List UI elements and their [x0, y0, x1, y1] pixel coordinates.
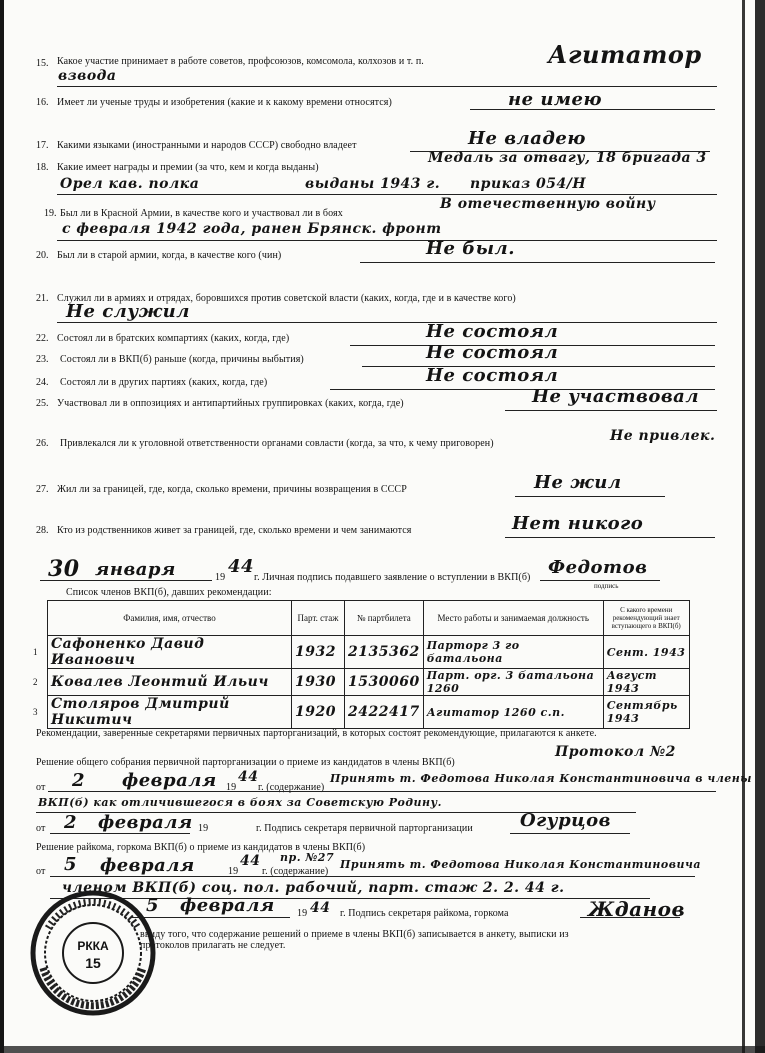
q22-number: 22. — [36, 333, 49, 344]
q24-question: Состоял ли в других партиях (каких, когда, где) — [60, 377, 268, 388]
recommender-stazh: 1920 — [292, 696, 345, 729]
row-number: 1 — [33, 647, 38, 657]
q17-question: Какими языками (иностранными и народов СССР) свободно владеет — [57, 140, 357, 151]
stamp-center-2: 15 — [85, 955, 101, 971]
q26-number: 26. — [36, 438, 49, 449]
round-stamp-icon — [28, 888, 158, 1018]
secretary-prefix-ot: от — [36, 823, 46, 834]
recommender-stazh: 1930 — [292, 669, 345, 696]
raikom-decision-2: членом ВКП(б) соц. пол. рабочий, парт. стаж 2. 2. 44 г. — [62, 880, 565, 896]
q24-number: 24. — [36, 377, 49, 388]
recommender-name: Сафоненко Давид Иванович — [48, 636, 292, 669]
header-name: Фамилия, имя, отчество — [48, 601, 292, 636]
q23-answer: Не состоял — [426, 342, 559, 363]
recommenders-table — [33, 600, 690, 729]
raikom-year-suffix: 44 — [240, 853, 261, 869]
q20-question: Был ли в старой армии, когда, в качестве кого (чин) — [57, 250, 282, 261]
q18-number: 18. — [36, 162, 49, 173]
raikom-protocol: пр. №27 — [280, 851, 335, 864]
raikom-year-prefix: 19 — [228, 866, 239, 877]
scan-edge-bottom — [0, 1046, 765, 1053]
footer-note-line-1: ввиду того, что содержание решений о приеме в члены ВКП(б) записывается в анкету, выписки из — [140, 929, 569, 940]
secretary-signature-text: г. Подпись секретаря первичной парторганизации — [256, 823, 473, 834]
secretary-date-rule — [50, 833, 190, 834]
q16-answer: не имею — [508, 89, 603, 110]
raikom-content-label: г. (содержание) — [262, 866, 329, 877]
recommender-place: Парт. орг. 3 батальона 1260 — [423, 669, 603, 696]
q23-question: Состоял ли в ВКП(б) раньше (когда, причины выбытия) — [60, 354, 304, 365]
raikom-sign-rule — [580, 917, 680, 918]
q27-rule — [515, 496, 665, 497]
recommender-place: Агитатор 1260 с.п. — [423, 696, 603, 729]
q20-answer: Не был. — [426, 238, 515, 259]
meeting-content-label: г. (содержание) — [258, 782, 325, 793]
row-number: 3 — [33, 707, 38, 717]
applicant-signature: Федотов — [548, 557, 648, 578]
q28-rule — [505, 537, 715, 538]
raikom-signature-text: г. Подпись секретаря райкома, горкома — [340, 908, 509, 919]
recommender-name: Столяров Дмитрий Никитич — [48, 696, 292, 729]
q18-rule — [57, 194, 717, 195]
header-since: С какого времени рекомендующий знает вступающего в ВКП(б) — [603, 601, 689, 636]
applicant-signature-caption: подпись — [594, 582, 619, 590]
secretary-date-month: февраля — [98, 812, 193, 833]
meeting-year-suffix: 44 — [238, 769, 259, 785]
table-row — [33, 636, 689, 669]
raikom-signature: Жданов — [588, 897, 686, 921]
q28-number: 28. — [36, 525, 49, 536]
q15-number: 15. — [36, 58, 49, 69]
q23-number: 23. — [36, 354, 49, 365]
q18-answer-4: приказ 054/Н — [470, 176, 587, 192]
header-place: Место работы и занимаемая должность — [423, 601, 603, 636]
recommender-since: Сент. 1943 — [603, 636, 689, 669]
q18-answer-2: Орел кав. полка — [60, 176, 200, 192]
meeting-decision-1: Принять т. Федотова Николая Константиновича в члены — [330, 772, 752, 785]
footer-note-line-2: протоколов прилагать не следует. — [140, 940, 286, 951]
recommender-bilet: 1530060 — [345, 669, 424, 696]
table-row — [33, 696, 689, 729]
secretary-year-prefix: 19 — [198, 823, 209, 834]
q19-answer-2: с февраля 1942 года, ранен Брянск. фронт — [62, 221, 442, 237]
q15-answer-1: Агитатор — [548, 40, 702, 69]
scan-edge-right — [742, 0, 745, 1053]
q25-answer: Не участвовал — [532, 386, 700, 407]
q15-question: Какое участие принимает в работе советов, профсоюзов, комсомола, колхозов и т. п. — [57, 56, 424, 67]
q25-question: Участвовал ли в оппозициях и антипартийных группировках (каких, когда, где) — [57, 398, 404, 409]
applicant-year-suffix: 44 — [228, 556, 255, 577]
raikom-sign-date-month: февраля — [180, 895, 275, 916]
q20-rule — [360, 262, 715, 263]
q16-rule — [470, 109, 715, 110]
scan-edge-right-outer — [755, 0, 765, 1053]
recommender-place: Парторг 3 го батальона — [423, 636, 603, 669]
header-spacer — [33, 601, 48, 636]
applicant-signature-rule — [540, 580, 660, 581]
recommendations-note: Рекомендации, заверенные секретарями первичных парторганизаций, в которых состоят рекомендующие, прилагаются к анкете. — [36, 728, 597, 739]
raikom-date-day: 5 — [64, 854, 78, 875]
recommenders-title: Список членов ВКП(б), давших рекомендации: — [66, 587, 272, 598]
secretary-date-day: 2 — [64, 812, 78, 833]
q22-question: Состоял ли в братских компартиях (каких, когда, где) — [57, 333, 290, 344]
q18-answer-1: Медаль за отвагу, 18 бригада 3 — [428, 150, 707, 166]
meeting-date-month: февраля — [122, 770, 217, 791]
raikom-sign-year-suffix: 44 — [310, 900, 331, 916]
meeting-protocol: Протокол №2 — [555, 744, 676, 760]
applicant-date-month: января — [95, 559, 176, 580]
applicant-signature-text: г. Личная подпись подавшего заявление о вступлении в ВКП(б) — [254, 572, 531, 583]
recommenders-header-row — [33, 601, 689, 636]
q26-question: Привлекался ли к уголовной ответственности органами совласти (когда, за что, к чему приговорен) — [60, 438, 494, 449]
applicant-date-rule — [40, 580, 212, 581]
q21-answer: Не служил — [66, 301, 190, 322]
raikom-date-month: февраля — [100, 855, 195, 876]
q15-rule — [57, 86, 717, 87]
q27-answer: Не жил — [534, 472, 622, 493]
q27-question: Жил ли за границей, где, когда, сколько времени, причины возвращения в СССР — [57, 484, 407, 495]
header-bilet: № партбилета — [345, 601, 424, 636]
recommender-since: Август 1943 — [603, 669, 689, 696]
meeting-prefix-ot: от — [36, 782, 46, 793]
q28-question: Кто из родственников живет за границей, где, сколько времени и чем занимаются — [57, 525, 412, 536]
q22-answer: Не состоял — [426, 321, 559, 342]
recommender-since: Сентябрь 1943 — [603, 696, 689, 729]
q25-rule — [505, 410, 717, 411]
q28-answer: Нет никого — [512, 513, 644, 534]
raikom-decision-title: Решение райкома, горкома ВКП(б) о приеме из кандидатов в члены ВКП(б) — [36, 842, 366, 853]
raikom-rule-1 — [50, 876, 695, 877]
table-row — [33, 669, 689, 696]
applicant-date-day: 30 — [48, 556, 80, 582]
q20-number: 20. — [36, 250, 49, 261]
stamp-center-1: РККА — [77, 939, 109, 953]
q24-answer: Не состоял — [426, 365, 559, 386]
recommender-bilet: 2135362 — [345, 636, 424, 669]
q21-number: 21. — [36, 293, 49, 304]
q15-answer-2: взвода — [58, 68, 117, 84]
q16-number: 16. — [36, 97, 49, 108]
q21-question: Служил ли в армиях и отрядах, боровшихся против советской власти (каких, когда, где и в качестве кого) — [57, 293, 516, 304]
raikom-sign-date-day: 5 — [146, 895, 160, 916]
q26-answer: Не привлек. — [610, 428, 716, 444]
q27-number: 27. — [36, 484, 49, 495]
meeting-decision-title: Решение общего собрания первичной парторганизации о приеме из кандидатов в члены ВКП(б) — [36, 757, 455, 768]
applicant-year-prefix: 19 — [215, 572, 226, 583]
q16-question: Имеет ли ученые труды и изобретения (какие и к какому времени относятся) — [57, 97, 392, 108]
raikom-decision-1: Принять т. Федотова Николая Константиновича — [340, 858, 701, 871]
recommender-bilet: 2422417 — [345, 696, 424, 729]
q17-answer: Не владею — [468, 128, 586, 149]
recommender-stazh: 1932 — [292, 636, 345, 669]
q25-number: 25. — [36, 398, 49, 409]
header-stazh: Парт. стаж — [292, 601, 345, 636]
q21-rule — [57, 322, 717, 323]
q19-rule — [57, 240, 717, 241]
meeting-rule-1 — [48, 791, 716, 792]
meeting-year-prefix: 19 — [226, 782, 237, 793]
q18-answer-3: выданы 1943 г. — [305, 176, 441, 192]
q18-question: Какие имеет награды и премии (за что, кем и когда выданы) — [57, 162, 319, 173]
q19-question: Был ли в Красной Армии, в качестве кого и участвовал ли в боях — [60, 208, 343, 219]
q19-answer-1: В отечественную войну — [440, 196, 656, 212]
secretary-signature-rule — [510, 833, 630, 834]
q17-number: 17. — [36, 140, 49, 151]
recommender-name: Ковалев Леонтий Ильич — [48, 669, 292, 696]
meeting-date-day: 2 — [72, 770, 86, 791]
scan-edge-left — [0, 0, 4, 1053]
q19-number: 19. — [44, 208, 57, 219]
raikom-prefix-ot: от — [36, 866, 46, 877]
row-number: 2 — [33, 677, 38, 687]
raikom-sign-year-prefix: 19 — [297, 908, 308, 919]
secretary-signature: Огурцов — [520, 810, 611, 831]
meeting-decision-2: ВКП(б) как отличившегося в боях за Советскую Родину. — [38, 796, 442, 809]
